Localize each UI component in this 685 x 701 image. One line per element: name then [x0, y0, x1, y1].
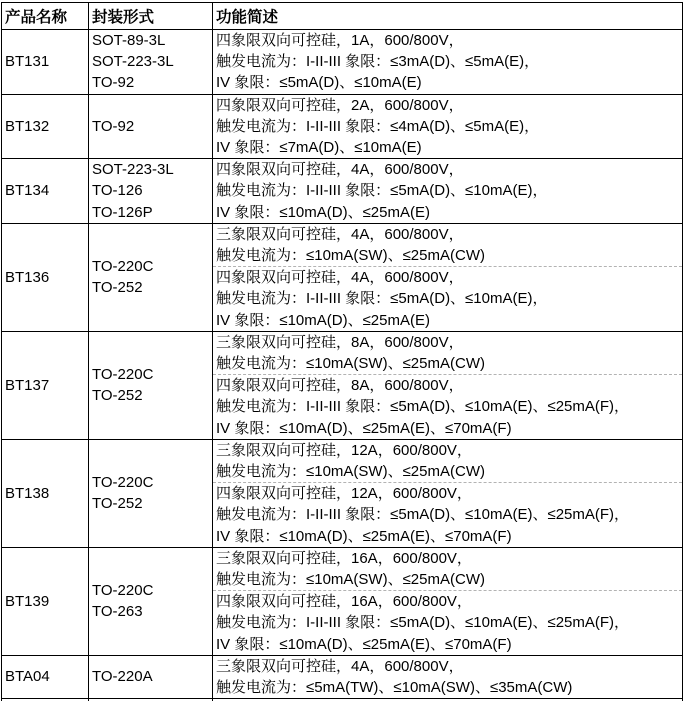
- description-line: 触发电流为：I-II-III 象限：≤5mA(D)、≤10mA(E)、≤25mA(F)，: [216, 614, 630, 632]
- package-line: TO-220A: [92, 668, 153, 686]
- package-line: TO-92: [92, 74, 135, 92]
- description-section: [213, 30, 682, 94]
- description-line: 触发电流为：I-II-III 象限：≤3mA(D)、≤5mA(E)，: [216, 53, 540, 71]
- description-line: 四象限双向可控硅，12A，600/800V，: [216, 485, 472, 503]
- package-line: TO-92: [92, 117, 135, 135]
- package-line: TO-126: [92, 182, 143, 200]
- description-line: 触发电流为：≤10mA(SW)、≤25mA(CW): [216, 247, 485, 265]
- description-line: 三象限双向可控硅，12A，600/800V，: [216, 441, 472, 459]
- header-product-name: 产品名称: [2, 3, 89, 30]
- description-section: [213, 482, 682, 547]
- table-row: [2, 547, 683, 655]
- description-cell: [213, 94, 683, 159]
- package-cell: [89, 547, 213, 655]
- product-name-cell: BTA04: [2, 655, 89, 698]
- description-line: 三象限双向可控硅，4A，600/800V，: [216, 225, 464, 243]
- header-package-type: 封装形式: [89, 3, 213, 30]
- product-name-cell: BT138: [2, 439, 89, 547]
- package-line: TO-126P: [92, 203, 153, 221]
- product-name-cell: BT132: [2, 94, 89, 159]
- description-section: [213, 95, 682, 159]
- table-row: [2, 439, 683, 547]
- package-line: TO-252: [92, 495, 143, 513]
- description-cell: [213, 159, 683, 224]
- description-cell: [213, 655, 683, 698]
- product-spec-table: [1, 2, 683, 701]
- description-line: 触发电流为：≤10mA(SW)、≤25mA(CW): [216, 463, 485, 481]
- package-line: TO-220C: [92, 474, 154, 492]
- description-line: IV 象限：≤10mA(D)、≤25mA(E)、≤70mA(F): [216, 635, 512, 653]
- product-name-cell: BT131: [2, 30, 89, 95]
- description-line: IV 象限：≤5mA(D)、≤10mA(E): [216, 74, 422, 92]
- description-line: 四象限双向可控硅，4A，600/800V，: [216, 269, 464, 287]
- package-line: TO-220C: [92, 258, 154, 276]
- description-cell: [213, 30, 683, 95]
- header-row: [2, 3, 683, 30]
- package-line: SOT-223-3L: [92, 161, 174, 179]
- package-line: TO-263: [92, 603, 143, 621]
- description-line: 三象限双向可控硅，8A，600/800V，: [216, 333, 464, 351]
- table-row: [2, 655, 683, 698]
- description-line: 触发电流为：≤5mA(TW)、≤10mA(SW)、≤35mA(CW): [216, 679, 573, 697]
- description-section: [213, 548, 682, 590]
- description-line: 触发电流为：I-II-III 象限：≤5mA(D)、≤10mA(E)、≤25mA(F)，: [216, 506, 630, 524]
- package-line: TO-220C: [92, 582, 154, 600]
- description-line: 触发电流为：I-II-III 象限：≤5mA(D)、≤10mA(E)，: [216, 182, 548, 200]
- description-line: IV 象限：≤7mA(D)、≤10mA(E): [216, 139, 422, 157]
- table-row: [2, 223, 683, 331]
- package-line: SOT-223-3L: [92, 53, 174, 71]
- table-row: [2, 94, 683, 159]
- description-section: [213, 332, 682, 374]
- product-name-cell: BT136: [2, 223, 89, 331]
- description-cell: [213, 223, 683, 331]
- description-line: IV 象限：≤10mA(D)、≤25mA(E): [216, 203, 430, 221]
- package-cell: [89, 439, 213, 547]
- description-cell: [213, 331, 683, 439]
- product-name-cell: BT137: [2, 331, 89, 439]
- description-line: 触发电流为：≤10mA(SW)、≤25mA(CW): [216, 571, 485, 589]
- description-line: 触发电流为：≤10mA(SW)、≤25mA(CW): [216, 355, 485, 373]
- description-line: 四象限双向可控硅，4A，600/800V，: [216, 161, 464, 179]
- package-cell: [89, 223, 213, 331]
- description-section: [213, 224, 682, 266]
- package-cell: [89, 94, 213, 159]
- description-line: 三象限双向可控硅，16A，600/800V，: [216, 549, 472, 567]
- description-line: 四象限双向可控硅，2A，600/800V，: [216, 96, 464, 114]
- description-cell: [213, 439, 683, 547]
- description-line: IV 象限：≤10mA(D)、≤25mA(E): [216, 311, 430, 329]
- table-row: [2, 331, 683, 439]
- description-line: 四象限双向可控硅，16A，600/800V，: [216, 593, 472, 611]
- package-line: TO-252: [92, 387, 143, 405]
- description-line: IV 象限：≤10mA(D)、≤25mA(E)、≤70mA(F): [216, 527, 512, 545]
- package-cell: [89, 159, 213, 224]
- description-line: 触发电流为：I-II-III 象限：≤4mA(D)、≤5mA(E)，: [216, 117, 540, 135]
- description-cell: [213, 547, 683, 655]
- product-name-cell: BT139: [2, 547, 89, 655]
- package-cell: [89, 331, 213, 439]
- package-line: SOT-89-3L: [92, 32, 166, 49]
- package-line: TO-220C: [92, 366, 154, 384]
- description-line: 触发电流为：I-II-III 象限：≤5mA(D)、≤10mA(E)、≤25mA(F)，: [216, 398, 630, 416]
- product-name-cell: BT134: [2, 159, 89, 224]
- table-row: [2, 159, 683, 224]
- package-line: TO-252: [92, 279, 143, 297]
- table-body: [2, 30, 683, 701]
- header-function-description: 功能简述: [213, 3, 683, 30]
- description-section: [213, 656, 682, 698]
- package-cell: [89, 655, 213, 698]
- description-line: 三象限双向可控硅，4A，600/800V，: [216, 657, 464, 675]
- description-section: [213, 374, 682, 439]
- description-line: 四象限双向可控硅，8A，600/800V，: [216, 377, 464, 395]
- table-row: [2, 30, 683, 95]
- description-line: 四象限双向可控硅，1A，600/800V，: [216, 32, 464, 49]
- description-line: 触发电流为：I-II-III 象限：≤5mA(D)、≤10mA(E)，: [216, 290, 548, 308]
- description-line: IV 象限：≤10mA(D)、≤25mA(E)、≤70mA(F): [216, 419, 512, 437]
- package-cell: [89, 30, 213, 95]
- description-section: [213, 266, 682, 331]
- description-section: [213, 590, 682, 655]
- description-section: [213, 159, 682, 223]
- description-section: [213, 440, 682, 482]
